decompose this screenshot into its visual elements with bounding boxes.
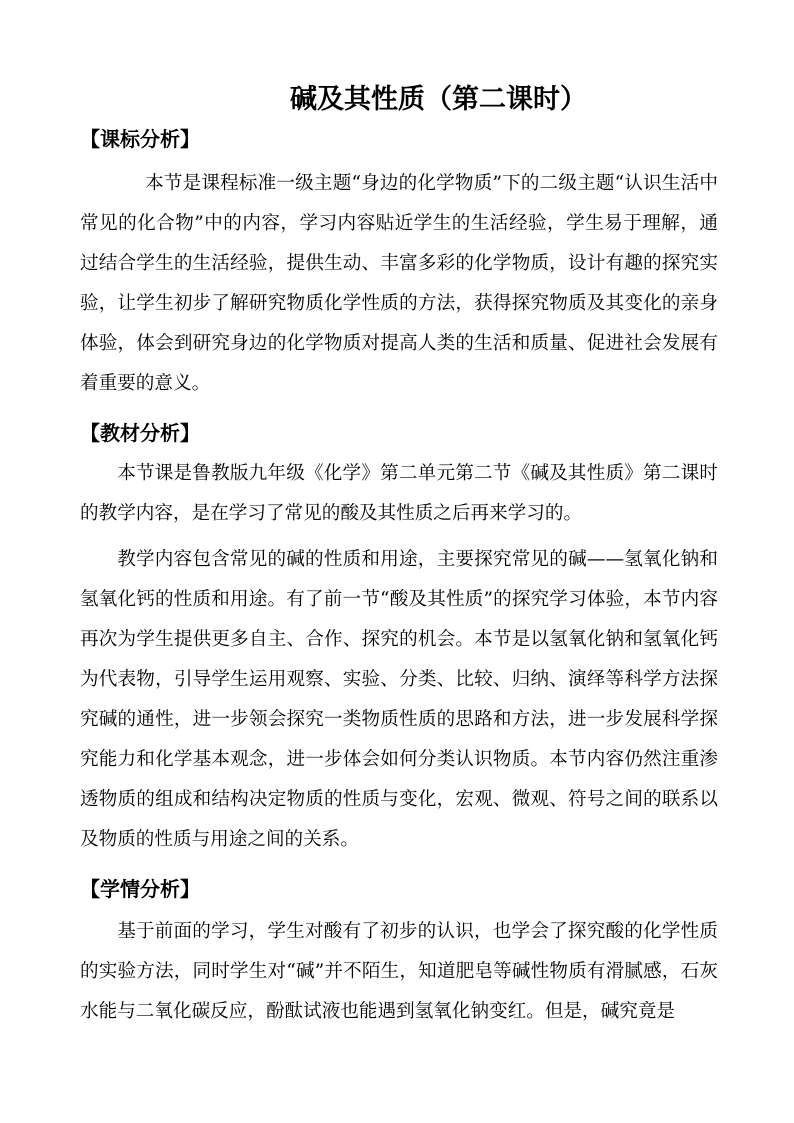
section-heading-curriculum-analysis: 【课标分析】 xyxy=(80,127,200,151)
paragraph-curriculum-analysis: 本节是课程标准一级主题“身边的化学物质”下的二级主题“认识生活中常见的化合物”中的内容，学习内容贴近学生的生活经验，学生易于理解，通过结合学生的生活经验，提供生动、丰富多彩的化学物质，设计有趣的探究实验，让学生初步了解研究物质化学性质的方法，获得探究物质及其变化的亲身体验，体会到研究身边的化学物质对提高人类的生活和质量、促进社会发展有着重要的意义。 xyxy=(80,173,718,394)
section-heading-textbook-analysis: 【教材分析】 xyxy=(80,421,200,445)
section-heading-student-analysis: 【学情分析】 xyxy=(80,877,200,901)
paragraph-textbook-analysis-2: 教学内容包含常见的碱的性质和用途，主要探究常见的碱——氢氧化钠和氢氧化钙的性质和用途。有了前一节“酸及其性质”的探究学习体验，本节内容再次为学生提供更多自主、合作、探究的机会。本节是以氢氧化钠和氢氧化钙为代表物，引导学生运用观察、实验、分类、比较、归纳、演绎等科学方法探究碱的通性，进一步领会探究一类物质性质的思路和方法，进一步发展科学探究能力和化学基本观念，进一步体会如何分类认识物质。本节内容仍然注重渗透物质的组成和结构决定物质的性质与变化，宏观、微观、符号之间的联系以及物质的性质与用途之间的关系。 xyxy=(80,549,718,850)
paragraph-student-analysis: 基于前面的学习，学生对酸有了初步的认识，也学会了探究酸的化学性质的实验方法，同时学生对“碱”并不陌生，知道肥皂等碱性物质有滑腻感，石灰水能与二氧化碳反应，酚酞试液也能遇到氢氧化钠变红。但是，碱究竟是 xyxy=(80,921,718,1022)
document-title: 碱及其性质（第二课时） xyxy=(290,84,587,115)
paragraph-textbook-analysis-1: 本节课是鲁教版九年级《化学》第二单元第二节《碱及其性质》第二课时的教学内容，是在学习了常见的酸及其性质之后再来学习的。 xyxy=(80,463,718,524)
